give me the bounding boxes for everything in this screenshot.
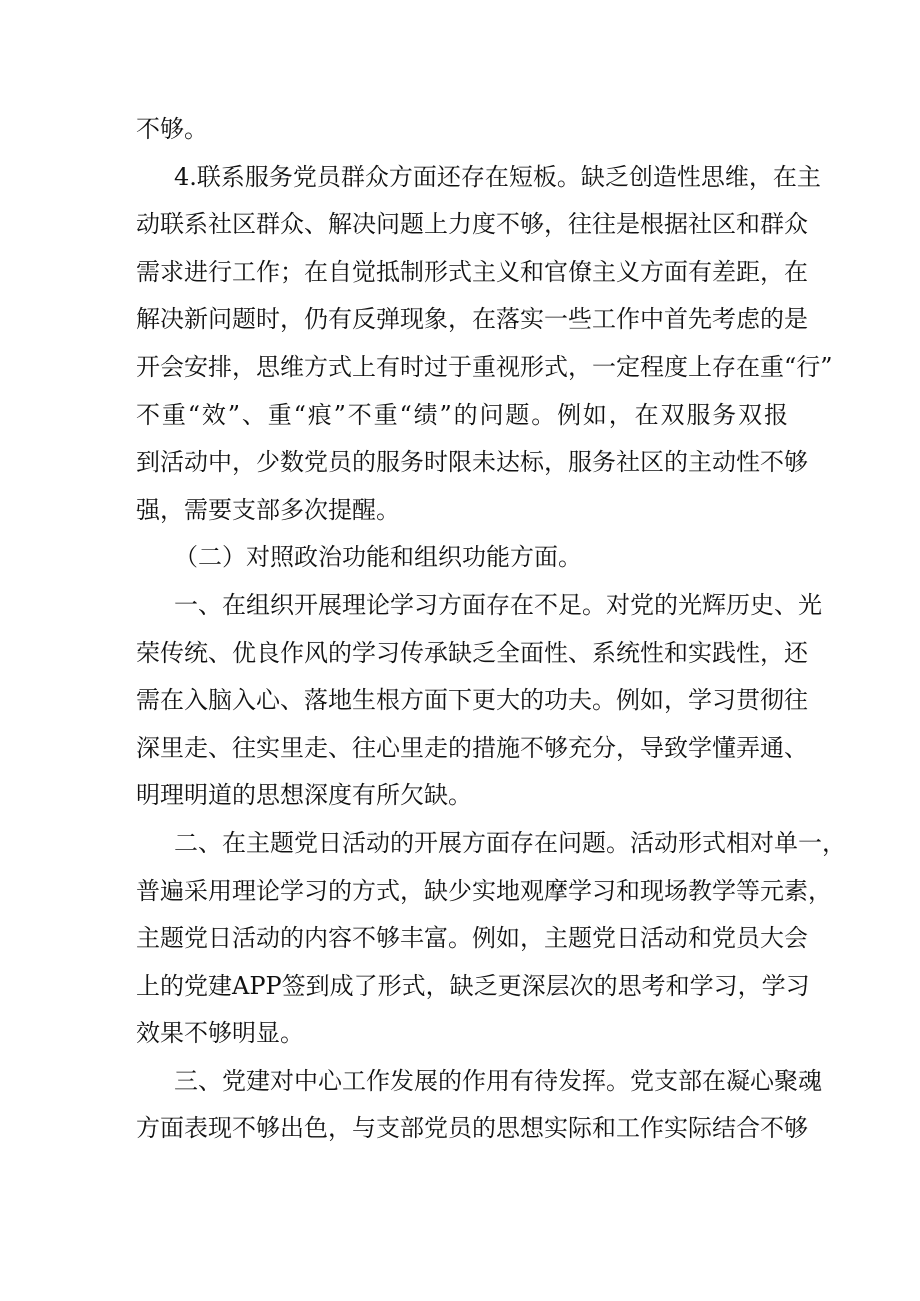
text-line: 三、党建对中心工作发展的作用有待发挥。党支部在凝心聚魂 bbox=[174, 1066, 822, 1095]
text-line: 方面表现不够出色，与支部党员的思想实际和工作实际结合不够 bbox=[136, 1114, 808, 1143]
text-line: 需求进行工作；在自觉抵制形式主义和官僚主义方面有差距，在 bbox=[136, 257, 808, 286]
text-line: 效果不够明显。 bbox=[136, 1019, 304, 1048]
text-line: 上的党建APP签到成了形式，缺乏更深层次的思考和学习，学习 bbox=[136, 971, 810, 1000]
text-line: 荣传统、优良作风的学习传承缺乏全面性、系统性和实践性，还 bbox=[136, 638, 808, 667]
text-line: 二、在主题党日活动的开展方面存在问题。活动形式相对单一， bbox=[174, 828, 846, 857]
text-line: 主题党日活动的内容不够丰富。例如，主题党日活动和党员大会 bbox=[136, 924, 808, 953]
text-line: 4.联系服务党员群众方面还存在短板。缺乏创造性思维，在主 bbox=[174, 162, 821, 191]
text-line: 解决新问题时，仍有反弹现象，在落实一些工作中首先考虑的是 bbox=[136, 305, 808, 334]
text-line: 不重“效”、重“痕”不重“绩”的问题。例如，在双服务双报 bbox=[136, 400, 788, 429]
text-line: 深里走、往实里走、往心里走的措施不够充分，导致学懂弄通、 bbox=[136, 733, 808, 762]
text-line: 强，需要支部多次提醒。 bbox=[136, 495, 400, 524]
text-line: 明理明道的思想深度有所欠缺。 bbox=[136, 781, 472, 810]
text-line: （二）对照政治功能和组织功能方面。 bbox=[174, 543, 582, 572]
text-line: 到活动中，少数党员的服务时限未达标，服务社区的主动性不够 bbox=[136, 448, 808, 477]
text-line: 不够。 bbox=[136, 115, 208, 143]
text-line: 一、在组织开展理论学习方面存在不足。对党的光辉历史、光 bbox=[174, 590, 822, 619]
text-line: 需在入脑入心、落地生根方面下更大的功夫。例如，学习贯彻往 bbox=[136, 686, 808, 715]
text-line: 动联系社区群众、解决问题上力度不够，往往是根据社区和群众 bbox=[136, 210, 808, 239]
text-line: 开会安排，思维方式上有时过于重视形式，一定程度上存在重“行” bbox=[136, 352, 833, 381]
document-body bbox=[136, 106, 846, 1153]
text-line: 普遍采用理论学习的方式，缺少实地观摩学习和现场教学等元素， bbox=[136, 876, 832, 905]
